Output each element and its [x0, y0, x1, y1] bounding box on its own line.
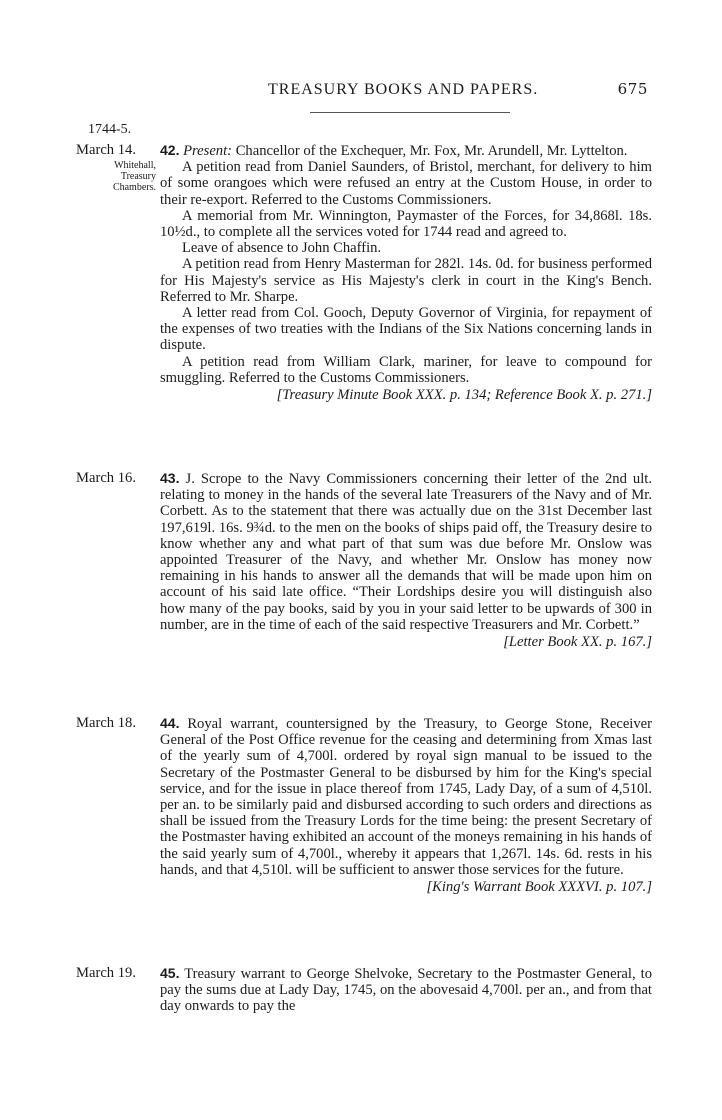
entry-44-text: [160, 715, 652, 878]
entry-42-reference: [Treasury Minute Book XXX. p. 134; Reference Book X. p. 271.]: [276, 387, 652, 404]
entry-42-place: [84, 160, 156, 193]
entry-43-reference: [Letter Book XX. p. 167.]: [503, 634, 652, 651]
entry-43: [160, 470, 652, 650]
entry-body: J. Scrope to the Navy Commissioners concerning their letter of the 2nd ult. relating to money in the hands of the several late Treasurers of the Navy and of Mr. Corbett. As to the statement that there was actually due on the 31st December last 197,619l. 16s. 9¾d. to the men on the books of ships paid off, the Treasury desire to know whether any and what part of that sum was due before Mr. Onslow was appointed Treasurer of the Navy, and whether Mr. Onslow has money now remaining in his hands to answer all the demands that will be made upon him on account of his said late office. “Their Lordships desire you will distinguish also how many of the pay books, said by you in your said letter to be upwards of 300 in number, are in the time of each of the said respective Treasurers and Mr. Corbett.”: [160, 471, 652, 633]
entry-number: 43.: [160, 470, 180, 486]
entry-paragraph: A petition read from William Clark, mariner, for leave to compound for smuggling. Referred to the Customs Commissioners.: [160, 353, 652, 386]
entry-43-date: March 16.: [76, 470, 136, 486]
entry-paragraph: A memorial from Mr. Winnington, Paymaster of the Forces, for 34,868l. 18s. 10½d., to complete all the services voted for 1744 read and agreed to.: [160, 207, 652, 241]
entry-44-reference: [King's Warrant Book XXXVI. p. 107.]: [426, 879, 652, 896]
place-line: Whitehall,: [114, 160, 156, 171]
present-label: Present:: [183, 143, 233, 159]
entry-42: [160, 142, 652, 403]
place-line: Treasury: [120, 171, 156, 182]
header-rule: [310, 112, 510, 113]
running-header: [268, 80, 658, 99]
entry-number: 45.: [160, 965, 180, 981]
entry-paragraph: Leave of absence to John Chaffin.: [182, 240, 382, 257]
entry-43-text: [160, 470, 652, 633]
place-line: Chambers.: [112, 182, 156, 193]
year-marker: 1744-5.: [88, 122, 132, 137]
entry-42-date: March 14.: [76, 142, 136, 158]
entry-44: [160, 715, 652, 895]
entry-number: 44.: [160, 715, 180, 731]
entry-body: Royal warrant, countersigned by the Treasury, to George Stone, Receiver General of the Post Office revenue for the ceasing and determining from Xmas last of the yearly sum of 4,700l. ordered by royal sign manual to be issued to the Secretary of the Postmaster General to be disbursed by him for the King's special service, and for the issue in place thereof from 1745, Lady Day, of a sum of 4,510l. per an. to be similarly paid and disbursed according to such orders and directions as shall be issued from the Treasury Lords for the time being: the present Secretary of the Postmaster having exhibited an account of the moneys remaining in his hands of the said yearly sum of 4,700l., whereby it appears that 1,267l. 14s. 6d. rests in his hands, and that 4,510l. will be sufficient to answer those services for the future.: [160, 716, 652, 878]
entry-45: [160, 965, 652, 1015]
entry-44-date: March 18.: [76, 715, 136, 731]
entry-body: Treasury warrant to George Shelvoke, Secretary to the Postmaster General, to pay the sums due at Lady Day, 1745, on the abovesaid 4,700l. per an., and from that day onwards to pay the: [160, 966, 653, 1015]
entry-45-text: [160, 965, 652, 1015]
entry-45-date: March 19.: [76, 965, 136, 981]
entry-number: 42.: [160, 142, 180, 158]
header-title: TREASURY BOOKS AND PAPERS.: [268, 81, 539, 98]
entry-42-present: [160, 142, 652, 159]
present-text: Chancellor of the Exchequer, Mr. Fox, Mr. Arundell, Mr. Lyttelton.: [235, 143, 628, 159]
entry-paragraph: A petition read from Daniel Saunders, of Bristol, merchant, for delivery to him of some orangoes which were refused an entry at the Custom House, in order to their re-export. Referred to the Customs Commissioners.: [160, 159, 652, 208]
page-number: 675: [617, 80, 648, 98]
entry-paragraph: A petition read from Henry Masterman for 282l. 14s. 0d. for business performed for His Majesty's service as His Majesty's clerk in court in the King's Bench. Referred to Mr. Sharpe.: [160, 256, 652, 305]
entry-paragraph: A letter read from Col. Gooch, Deputy Governor of Virginia, for repayment of the expenses of two treaties with the Indians of the Six Nations concerning lands in dispute.: [160, 305, 652, 354]
